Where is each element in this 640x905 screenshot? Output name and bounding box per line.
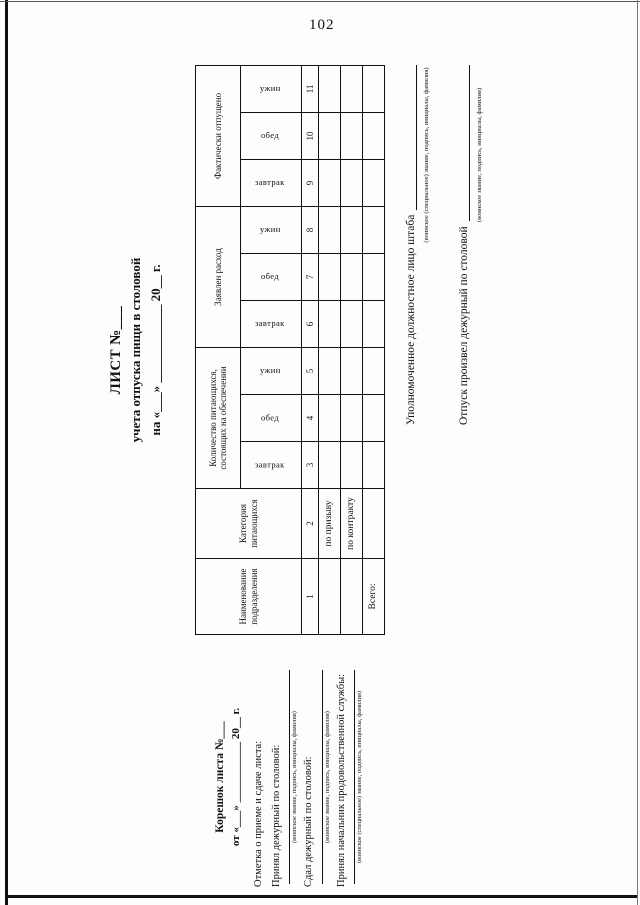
value-cell [341, 206, 363, 253]
form-title-line1: ЛИСТ №___ [108, 305, 124, 395]
meal-column-header [241, 112, 302, 159]
value-cell [319, 300, 341, 347]
header-group-on-supply: Количество питающихся, состоящих на обеспечении [196, 347, 241, 488]
value-cell [341, 65, 363, 112]
value-cell [341, 347, 363, 394]
stub-signature-line [316, 670, 323, 884]
meal-label: завтрак [255, 459, 285, 470]
signature-row-staff-official [404, 65, 417, 425]
meal-column-header [241, 159, 302, 206]
value-cell [363, 253, 385, 300]
signature-row-canteen-duty [457, 65, 470, 425]
meal-column-header [241, 347, 302, 394]
meal-label: обед [260, 130, 279, 141]
header-unit-name: Наименование подразделения [196, 559, 302, 635]
column-number-cell: 6 [302, 300, 319, 347]
unit-name-cell [319, 559, 341, 635]
meal-label: ужин [259, 224, 281, 235]
stub-item-label: Сдал дежурный по столовой: [303, 756, 315, 887]
value-cell [363, 112, 385, 159]
value-cell [363, 442, 385, 489]
value-cell [363, 206, 385, 253]
value-cell [363, 395, 385, 442]
stub-note: Отметка о приеме и сдаче листа: [252, 740, 264, 887]
meal-column-header [241, 442, 302, 489]
meal-label: обед [260, 271, 279, 282]
value-cell [319, 442, 341, 489]
stub-item-caption: (воинское (специальное) звание, подпись, инициалы, фамилия) [356, 690, 364, 864]
meal-column-header [241, 206, 302, 253]
header-group-actually-issued: Фактически отпущено [196, 65, 241, 206]
meal-label: ужин [259, 83, 281, 94]
stub-signature-line [348, 670, 355, 884]
category-cell: по призыву [319, 489, 341, 559]
value-cell [319, 395, 341, 442]
stub-item-label: Принял начальник продовольственной службы: [335, 673, 347, 887]
column-number-cell: 3 [302, 442, 319, 489]
form-title [108, 145, 164, 555]
value-cell [363, 300, 385, 347]
category-cell: по контракту [341, 489, 363, 559]
form-title-line3: на «___» ____________ 20__ г. [148, 264, 163, 436]
stub-item-caption: (воинское звание, подпись, инициалы, фамилия) [291, 711, 299, 843]
food-accounting-table [195, 65, 385, 635]
stub-date-line: от «___» ___________ 20__ г. [229, 707, 242, 847]
stub-section [214, 667, 364, 887]
value-cell [319, 65, 341, 112]
value-cell [341, 442, 363, 489]
value-cell [341, 253, 363, 300]
signature-line [404, 65, 417, 210]
column-number-cell: 2 [302, 489, 319, 559]
column-number-cell: 5 [302, 347, 319, 394]
meal-label: обед [260, 412, 279, 423]
value-cell [341, 300, 363, 347]
meal-label: завтрак [255, 177, 285, 188]
value-cell [363, 347, 385, 394]
column-number-cell: 8 [302, 206, 319, 253]
value-cell [341, 395, 363, 442]
form-title-line2: учета отпуска пищи в столовой [128, 257, 143, 443]
value-cell [319, 112, 341, 159]
header-category: Категория питающихся [196, 489, 302, 559]
meal-label: ужин [259, 365, 281, 376]
value-cell [319, 253, 341, 300]
column-number-cell: 11 [302, 65, 319, 112]
meal-column-header [241, 395, 302, 442]
unit-name-cell [341, 559, 363, 635]
total-label-cell: Всего: [363, 559, 385, 635]
page-number: 102 [309, 17, 335, 33]
column-number-cell: 4 [302, 395, 319, 442]
category-cell [363, 489, 385, 559]
column-number-cell: 10 [302, 112, 319, 159]
signature-caption: (воинское (специальное) звание, подпись, инициалы, фамилия) [423, 67, 430, 243]
meal-label: завтрак [255, 318, 285, 329]
meal-column-header [241, 253, 302, 300]
stub-item-label: Принял дежурный по столовой: [270, 744, 282, 887]
stub-title: Корешок листа №___ [214, 721, 226, 833]
value-cell [319, 159, 341, 206]
column-number-cell: 1 [302, 559, 319, 635]
signature-caption: (воинское звание, подпись, инициалы, фамилия) [476, 87, 483, 223]
header-group-declared: Заявлен расход [196, 206, 241, 347]
signature-line [457, 65, 470, 221]
meal-column-header [241, 300, 302, 347]
stub-signature-line [283, 670, 290, 884]
value-cell [319, 206, 341, 253]
value-cell [363, 159, 385, 206]
signature-label: Уполномоченное должностное лицо штаба [405, 214, 417, 425]
value-cell [341, 112, 363, 159]
value-cell [363, 65, 385, 112]
meal-column-header [241, 65, 302, 112]
stub-item-caption: (воинское звание, подпись, инициалы, фамилия) [323, 711, 331, 843]
value-cell [319, 347, 341, 394]
column-number-cell: 9 [302, 159, 319, 206]
signature-label: Отпуск произвел дежурный по столовой [458, 226, 470, 425]
value-cell [341, 159, 363, 206]
column-number-cell: 7 [302, 253, 319, 300]
